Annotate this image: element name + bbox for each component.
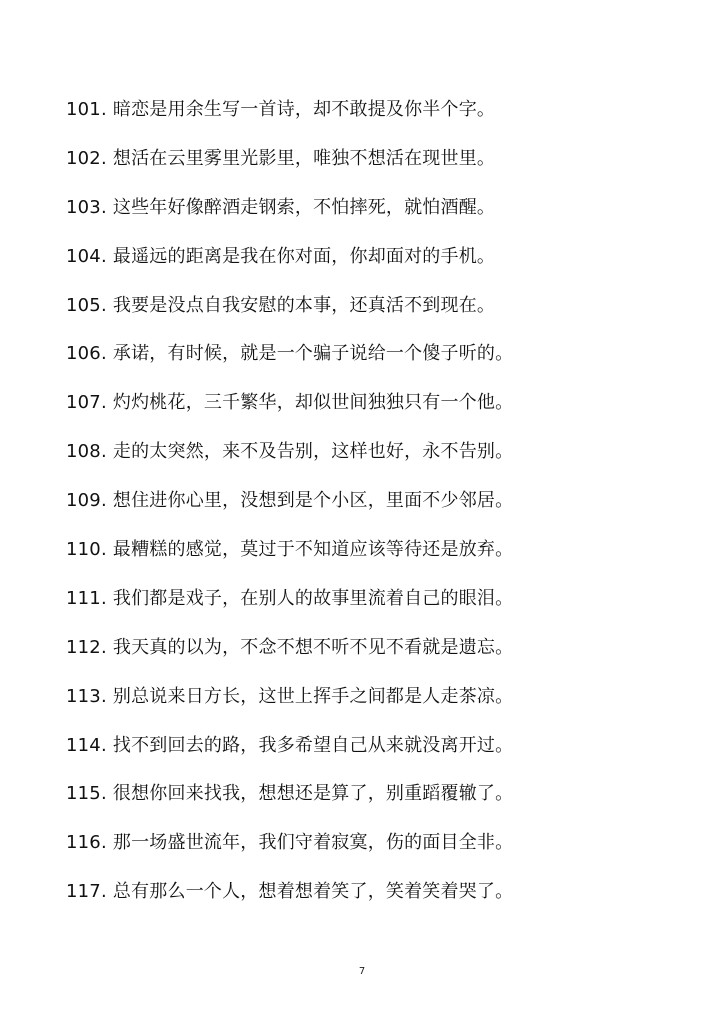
list-item: [66, 288, 686, 337]
page-number: 7: [358, 966, 366, 977]
item-number: 106.: [66, 343, 107, 365]
item-number: 108.: [66, 441, 107, 463]
item-text: 那一场盛世流年，我们守着寂寞，伤的面目全非。: [112, 832, 514, 854]
item-number: 107.: [66, 392, 107, 414]
item-text: 灼灼桃花，三千繁华，却似世间独独只有一个他。: [112, 392, 514, 414]
quote-list: [66, 92, 686, 923]
item-text: 想活在云里雾里光影里，唯独不想活在现世里。: [112, 147, 496, 169]
list-item: [66, 776, 686, 825]
item-text: 找不到回去的路，我多希望自己从来就没离开过。: [112, 734, 514, 756]
list-item: [66, 92, 686, 141]
item-text: 我要是没点自我安慰的本事，还真活不到现在。: [112, 294, 496, 316]
item-text: 我天真的以为，不念不想不听不见不看就是遗忘。: [112, 636, 514, 658]
item-number: 111.: [66, 587, 107, 609]
list-item: [66, 679, 686, 728]
item-text: 这些年好像醉酒走钢索，不怕摔死，就怕酒醒。: [112, 196, 496, 218]
item-number: 109.: [66, 490, 107, 512]
item-number: 115.: [66, 783, 107, 805]
item-number: 102.: [66, 147, 107, 169]
item-text: 我们都是戏子，在别人的故事里流着自己的眼泪。: [112, 587, 514, 609]
item-number: 110.: [66, 539, 107, 561]
item-text: 想住进你心里，没想到是个小区，里面不少邻居。: [112, 490, 514, 512]
item-text: 承诺，有时候，就是一个骗子说给一个傻子听的。: [112, 343, 514, 365]
item-text: 暗恋是用余生写一首诗，却不敢提及你半个字。: [112, 99, 496, 120]
item-text: 最遥远的距离是我在你对面，你却面对的手机。: [112, 245, 496, 267]
list-item: [66, 190, 686, 239]
item-number: 105.: [66, 294, 107, 316]
list-item: [66, 825, 686, 874]
item-number: 113.: [66, 685, 107, 707]
item-number: 112.: [66, 636, 107, 658]
item-text: 最糟糕的感觉，莫过于不知道应该等待还是放弃。: [112, 539, 514, 561]
list-item: [66, 874, 686, 923]
item-text: 走的太突然，来不及告别，这样也好，永不告别。: [112, 441, 514, 463]
item-number: 103.: [66, 196, 107, 218]
item-text: 总有那么一个人，想着想着笑了，笑着笑着哭了。: [112, 881, 514, 903]
list-item: [66, 728, 686, 777]
list-item: [66, 532, 686, 581]
list-item: [66, 630, 686, 679]
list-item: [66, 483, 686, 532]
item-text: 别总说来日方长，这世上挥手之间都是人走茶凉。: [112, 685, 514, 707]
list-item: [66, 581, 686, 630]
list-item: [66, 239, 686, 288]
list-item: [66, 336, 686, 385]
item-number: 117.: [66, 881, 107, 903]
item-number: 104.: [66, 245, 107, 267]
item-number: 116.: [66, 832, 107, 854]
list-item: [66, 385, 686, 434]
item-text: 很想你回来找我，想想还是算了，别重蹈覆辙了。: [112, 783, 514, 805]
list-item: [66, 434, 686, 483]
item-number: 101.: [66, 99, 107, 120]
list-item: [66, 141, 686, 190]
item-number: 114.: [66, 734, 107, 756]
